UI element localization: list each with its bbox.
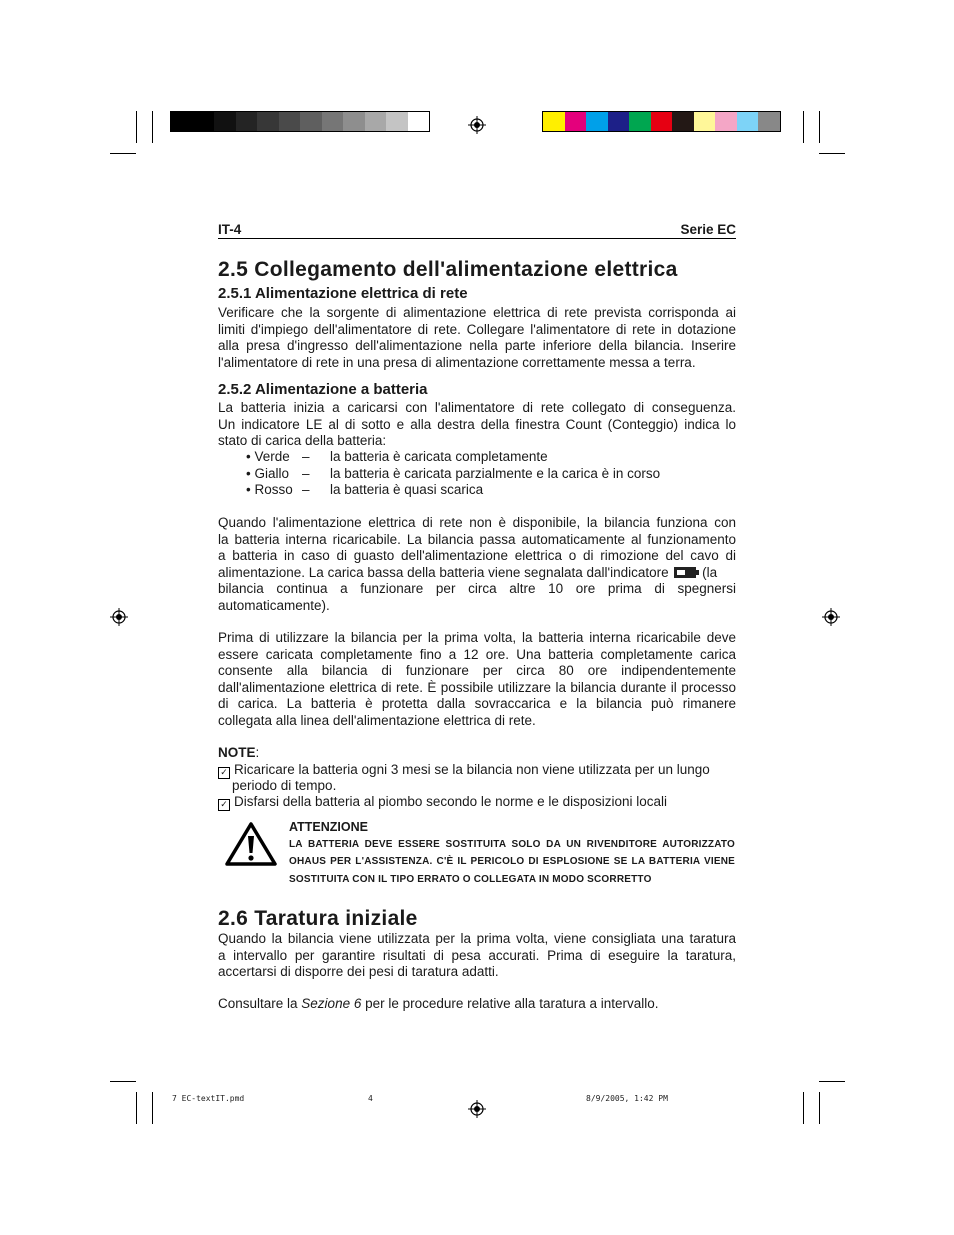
- color-swatch: [236, 112, 258, 131]
- text-fragment: Consultare la: [218, 996, 302, 1011]
- color-swatch: [343, 112, 365, 131]
- text-line: la batteria interna ricaricabile. La bilancia passa automaticamente al funzionamento: [218, 531, 736, 547]
- warning-title: ATTENZIONE: [289, 820, 368, 834]
- bullet: •: [246, 482, 251, 497]
- paragraph-first-charge: [218, 630, 736, 729]
- text-line: alla presa d'ingresso dell'alimentazione nella parte inferiore della bilancia. Inserire: [218, 338, 736, 353]
- crop-mark: [136, 111, 137, 143]
- registration-target-icon: [110, 608, 128, 626]
- checkbox-icon: ✓: [218, 767, 230, 779]
- footer-filename: 7 EC-textIT.pmd: [172, 1094, 245, 1103]
- color-swatch: [694, 112, 716, 131]
- text-fragment: per le procedure relative alla taratura a intervallo.: [361, 996, 659, 1011]
- paragraph-section-reference: [218, 996, 736, 1013]
- color-swatch: [365, 112, 387, 131]
- checkbox-icon: ✓: [218, 799, 230, 811]
- color-swatch: [279, 112, 301, 131]
- dash: –: [302, 449, 310, 464]
- crop-mark: [136, 1092, 137, 1124]
- registration-target-icon: [822, 608, 840, 626]
- warning-text-line: OHAUS PER L'ASSISTENZA. C'È IL PERICOLO DI ESPLOSIONE SE LA BATTERIA VIENE: [289, 856, 735, 867]
- paragraph-initial-calibration: [218, 931, 736, 981]
- subsection-title-2-5-1: 2.5.1 Alimentazione elettrica di rete: [218, 285, 468, 302]
- text-line: [218, 565, 736, 582]
- header-rule: [218, 238, 736, 239]
- warning-triangle-icon: [225, 822, 277, 866]
- crop-mark: [819, 1092, 820, 1124]
- color-swatch: [300, 112, 322, 131]
- low-battery-icon: [674, 567, 696, 578]
- section-title-2-5: 2.5 Collegamento dell'alimentazione elettrica: [218, 258, 678, 281]
- text-line: La batteria inizia a caricarsi con l'alimentatore di rete collegato di conseguenza.: [218, 400, 736, 415]
- crop-mark: [110, 1081, 136, 1082]
- note-colon: :: [255, 745, 260, 760]
- color-swatch: [565, 112, 587, 131]
- dash: –: [302, 466, 310, 481]
- color-swatch: [214, 112, 236, 131]
- text-line: stato di carica della batteria:: [218, 433, 387, 448]
- note-item: [218, 794, 667, 811]
- paragraph-battery-intro: [218, 400, 736, 450]
- battery-status-label: Giallo: [254, 466, 290, 481]
- text-line: Prima di utilizzare la bilancia per la prima volta, la batteria interna ricaricabile deve: [218, 630, 736, 645]
- bullet: •: [246, 449, 251, 464]
- list-item: [246, 466, 726, 483]
- text-line: essere caricata completamente fino a 12 ore. Una batteria completamente carica: [218, 646, 736, 662]
- section-reference: Sezione 6: [301, 996, 362, 1011]
- color-swatch: [672, 112, 694, 131]
- grayscale-calibration-bar: [170, 111, 430, 132]
- footer-page: 4: [368, 1094, 373, 1103]
- warning-text-line: SOSTITUITA CON IL TIPO ERRATO O COLLEGATA IN MODO SCORRETTO: [289, 874, 652, 885]
- page-number-header: IT-4: [218, 222, 242, 237]
- color-swatch: [257, 112, 279, 131]
- color-swatch: [651, 112, 673, 131]
- text-fragment: (la: [702, 564, 718, 580]
- paragraph-battery-operation: [218, 515, 736, 614]
- warning-text-line: LA BATTERIA DEVE ESSERE SOSTITUITA SOLO DA UN RIVENDITORE AUTORIZZATO: [289, 839, 735, 850]
- color-swatch: [715, 112, 737, 131]
- dash: –: [302, 482, 310, 497]
- subsection-title-2-5-2: 2.5.2 Alimentazione a batteria: [218, 381, 428, 398]
- note-item: [218, 762, 710, 779]
- battery-status-text: la batteria è caricata parzialmente e la carica è in corso: [330, 466, 661, 481]
- text-line: di carica. La batteria è protetta dalla sovraccarica e la bilancia può rimanere: [218, 696, 736, 711]
- text-fragment: alimentazione. La carica bassa della batteria viene segnalata dall'indicatore: [218, 564, 669, 580]
- text-line: bilancia continua a funzionare per circa altre 10 ore prima di spegnersi: [218, 581, 736, 596]
- battery-status-label: Verde: [254, 449, 290, 464]
- color-swatch: [608, 112, 630, 131]
- registration-target-icon: [468, 116, 486, 134]
- text-line: a intervallo per garantire risultati di pesa accurati. Prima di eseguire la taratura,: [218, 947, 736, 963]
- list-item: [246, 449, 726, 466]
- battery-status-label: Rosso: [254, 482, 293, 497]
- crop-mark: [110, 153, 136, 154]
- color-swatch: [386, 112, 408, 131]
- registration-target-icon: [468, 1100, 486, 1118]
- series-header: Serie EC: [680, 222, 736, 237]
- note-heading: [218, 745, 259, 762]
- text-line: consente alla bilancia di funzionare per circa 80 ore indipendentemente: [218, 663, 736, 678]
- crop-mark: [819, 1081, 845, 1082]
- color-swatch: [629, 112, 651, 131]
- crop-mark: [152, 1092, 153, 1124]
- color-swatch: [586, 112, 608, 131]
- text-line: accertarsi di disporre dei pesi di taratura adatti.: [218, 964, 499, 979]
- text-line: Quando l'alimentazione elettrica di rete non è disponibile, la bilancia funziona con: [218, 515, 736, 530]
- paragraph-mains-power: [218, 305, 736, 371]
- text-line: Un indicatore LE al di sotto e alla destra della finestra Count (Conteggio) indica lo: [218, 416, 736, 432]
- color-swatch: [322, 112, 344, 131]
- crop-mark: [819, 153, 845, 154]
- text-line: l'alimentatore di rete in una presa di alimentazione correttamente messa a terra.: [218, 354, 696, 370]
- battery-status-text: la batteria è caricata completamente: [330, 449, 548, 464]
- note-label: NOTE: [218, 745, 256, 760]
- text-line: [218, 996, 736, 1013]
- footer-date: 8/9/2005, 1:42 PM: [586, 1094, 668, 1103]
- text-line: limiti d'impiego dell'alimentatore di rete. Collegare l'alimentatore di rete in dotazione: [218, 321, 736, 337]
- text-line: a batteria in caso di guasto dell'alimentazione elettrica o di rimozione del cavo di: [218, 548, 736, 563]
- color-swatch: [543, 112, 565, 131]
- color-swatch: [171, 112, 193, 131]
- section-title-2-6: 2.6 Taratura iniziale: [218, 907, 418, 930]
- color-calibration-bar: [542, 111, 781, 132]
- note-text: Ricaricare la batteria ogni 3 mesi se la bilancia non viene utilizzata per un lungo: [234, 762, 710, 777]
- text-line: Verificare che la sorgente di alimentazione elettrica di rete prevista corrisponda ai: [218, 305, 736, 320]
- color-swatch: [193, 112, 215, 131]
- crop-mark: [803, 111, 804, 143]
- crop-mark: [819, 111, 820, 143]
- note-item-continuation: periodo di tempo.: [232, 778, 337, 793]
- color-swatch: [758, 112, 780, 131]
- crop-mark: [152, 111, 153, 143]
- color-swatch: [737, 112, 759, 131]
- color-swatch: [408, 112, 430, 131]
- battery-status-text: la batteria è quasi scarica: [330, 482, 484, 497]
- text-line: collegata alla linea dell'alimentazione elettrica di rete.: [218, 712, 536, 728]
- bullet: •: [246, 466, 251, 481]
- note-text: Disfarsi della batteria al piombo secondo le norme e le disposizioni locali: [234, 794, 667, 809]
- text-line: automaticamente).: [218, 597, 330, 613]
- list-item: [246, 482, 726, 499]
- text-line: Quando la bilancia viene utilizzata per la prima volta, viene consigliata una taratura: [218, 931, 736, 946]
- text-line: dall'alimentazione elettrica di rete. È possibile utilizzare la bilancia durante il processo: [218, 679, 736, 695]
- crop-mark: [803, 1092, 804, 1124]
